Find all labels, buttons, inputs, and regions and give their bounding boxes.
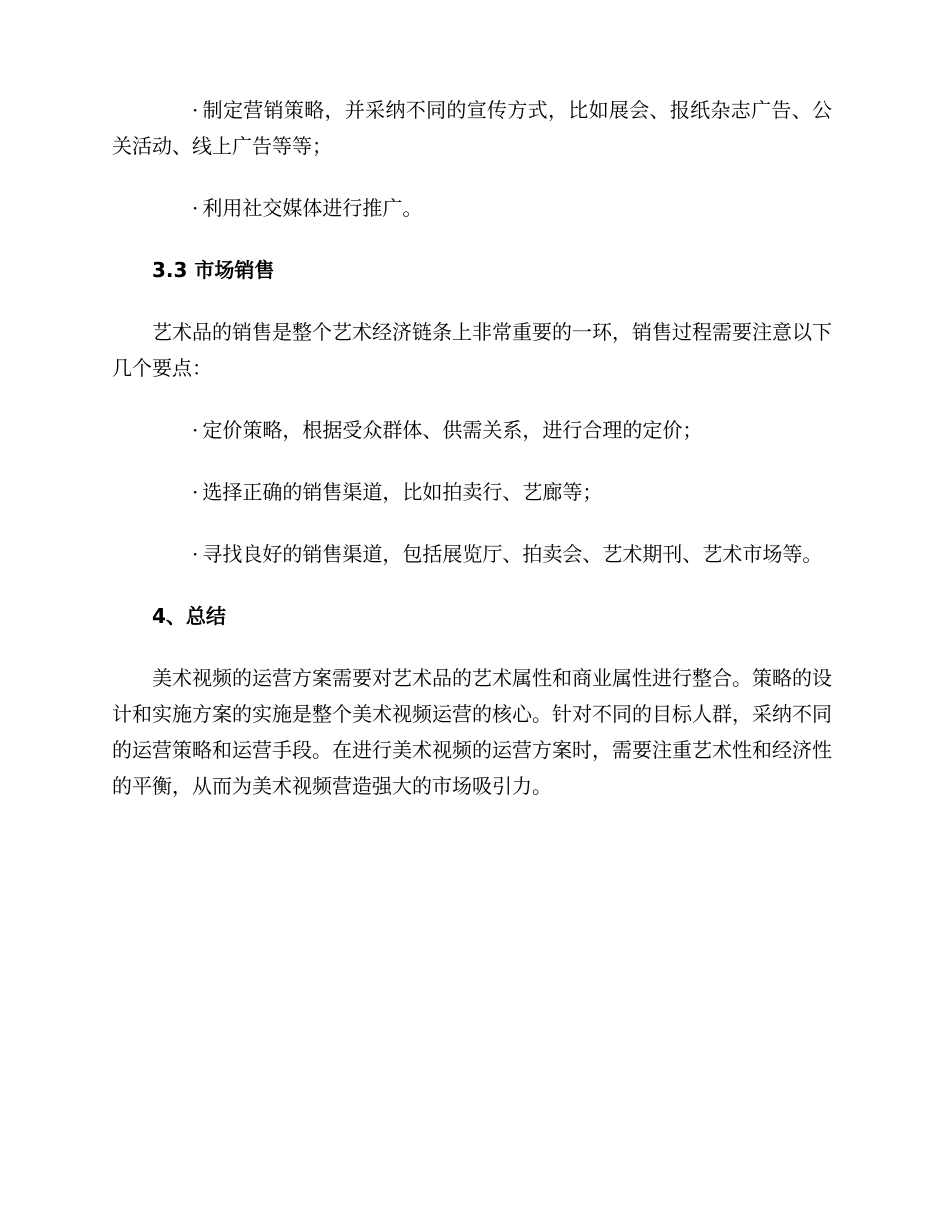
bullet-item-pricing (112, 412, 832, 448)
bullet-item-find-channels (112, 536, 832, 572)
bullet-item-marketing-strategy (112, 92, 832, 164)
bullet-text: 寻找良好的销售渠道，包括展览厅、拍卖会、艺术期刊、艺术市场等。 (202, 542, 823, 566)
bullet-marker: · (192, 542, 199, 566)
bullet-marker: · (192, 196, 199, 220)
bullet-text: 定价策略，根据受众群体、供需关系，进行合理的定价； (202, 418, 703, 442)
paragraph-summary: 美术视频的运营方案需要对艺术品的艺术属性和商业属性进行整合。策略的设计和实施方案的实施是整个美术视频运营的核心。针对不同的目标人群，采纳不同的运营策略和运营手段。在进行美术视频的运营方案时，需要注重艺术性和经济性的平衡，从而为美术视频营造强大的市场吸引力。 (112, 666, 832, 798)
section-heading-summary: 4、总结 (152, 604, 226, 628)
section-heading-market-sales: 3.3 市场销售 (152, 258, 275, 282)
bullet-text: 利用社交媒体进行推广。 (202, 196, 423, 220)
document-page (112, 92, 832, 830)
bullet-text: 选择正确的销售渠道，比如拍卖行、艺廊等； (202, 480, 603, 504)
bullet-marker: · (192, 480, 199, 504)
bullet-text: 制定营销策略，并采纳不同的宣传方式，比如展会、报纸杂志广告、公关活动、线上广告等等； (112, 98, 832, 158)
bullet-marker: · (192, 418, 199, 442)
bullet-item-social-media (112, 190, 832, 226)
bullet-marker: · (192, 98, 199, 122)
bullet-item-sales-channel (112, 474, 832, 510)
paragraph-sales-intro: 艺术品的销售是整个艺术经济链条上非常重要的一环，销售过程需要注意以下几个要点： (112, 320, 832, 380)
